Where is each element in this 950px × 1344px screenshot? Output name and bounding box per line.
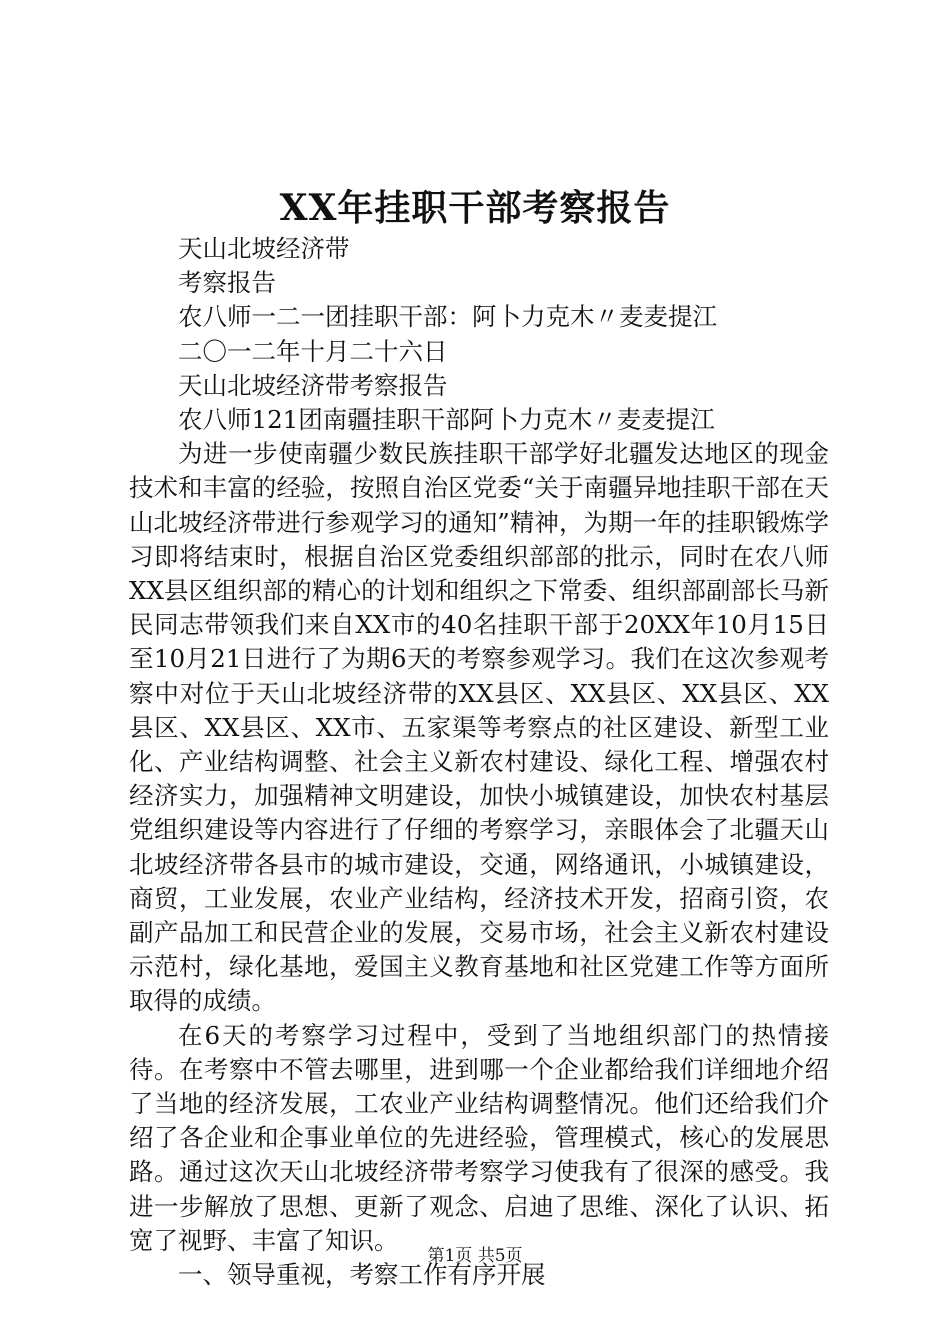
header-line-report: 考察报告 xyxy=(178,268,276,298)
document-title: XX年挂职干部考察报告 xyxy=(279,187,671,229)
header-line-subtitle: 天山北坡经济带考察报告 xyxy=(178,370,448,400)
header-line-date: 二〇一二年十月二十六日 xyxy=(178,336,448,366)
section-heading: 一、领导重视，考察工作有序开展 xyxy=(178,1260,546,1290)
document-body xyxy=(129,232,829,1292)
header-line-region: 天山北坡经济带 xyxy=(178,234,350,263)
header-line-author-full: 农八师121团南疆挂职干部阿卜力克木〃麦麦提江 xyxy=(178,405,715,435)
body-paragraph: 在6天的考察学习过程中，受到了当地组织部门的热情接待。在考察中不管去哪里，进到哪一个企业都给我们详细地介绍了当地的经济发展，工农业产业结构调整情况。他们还给我们介绍了各企业和企事业单位的先进经验，管理模式，核心的发展思路。通过这次天山北坡经济带考察学习使我有了很深的感受。我进一步解放了思想、更新了观念、启迪了思维、深化了认识、拓宽了视野、丰富了知识。 xyxy=(129,1020,829,1255)
header-line-author: 农八师一二一团挂职干部：阿卜力克木〃麦麦提江 xyxy=(178,302,717,332)
body-paragraph: 为进一步使南疆少数民族挂职干部学好北疆发达地区的现金技术和丰富的经验，按照自治区党委“关于南疆异地挂职干部在天山北坡经济带进行参观学习的通知”精神，为期一年的挂职锻炼学习即将结束时，根据自治区党委组织部部的批示，同时在农八师XX县区组织部的精心的计划和组织之下常委、组织部副部长马新民同志带领我们来自XX市的40名挂职干部于20XX年10月15日至10月21日进行了为期6天的考察参观学习。我们在这次参观考察中对位于天山北坡经济带的XX县区、XX县区、XX县区、XX县区、XX县区、XX市、五家渠等考察点的社区建设、新型工业化、产业结构调整、社会主义新农村建设、绿化工程、增强农村经济实力，加强精神文明建设，加快小城镇建设，加快农村基层党组织建设等内容进行了仔细的考察学习，亲眼体会了北疆天山北坡经济带各县市的城市建设，交通，网络通讯，小城镇建设，商贸，工业发展，农业产业结构，经济技术开发，招商引资，农副产品加工和民营企业的发展，交易市场，社会主义新农村建设示范村，绿化基地，爱国主义教育基地和社区党建工作等方面所取得的成绩。 xyxy=(129,439,829,1016)
page-footer: 第1页 共5页 xyxy=(427,1246,523,1266)
